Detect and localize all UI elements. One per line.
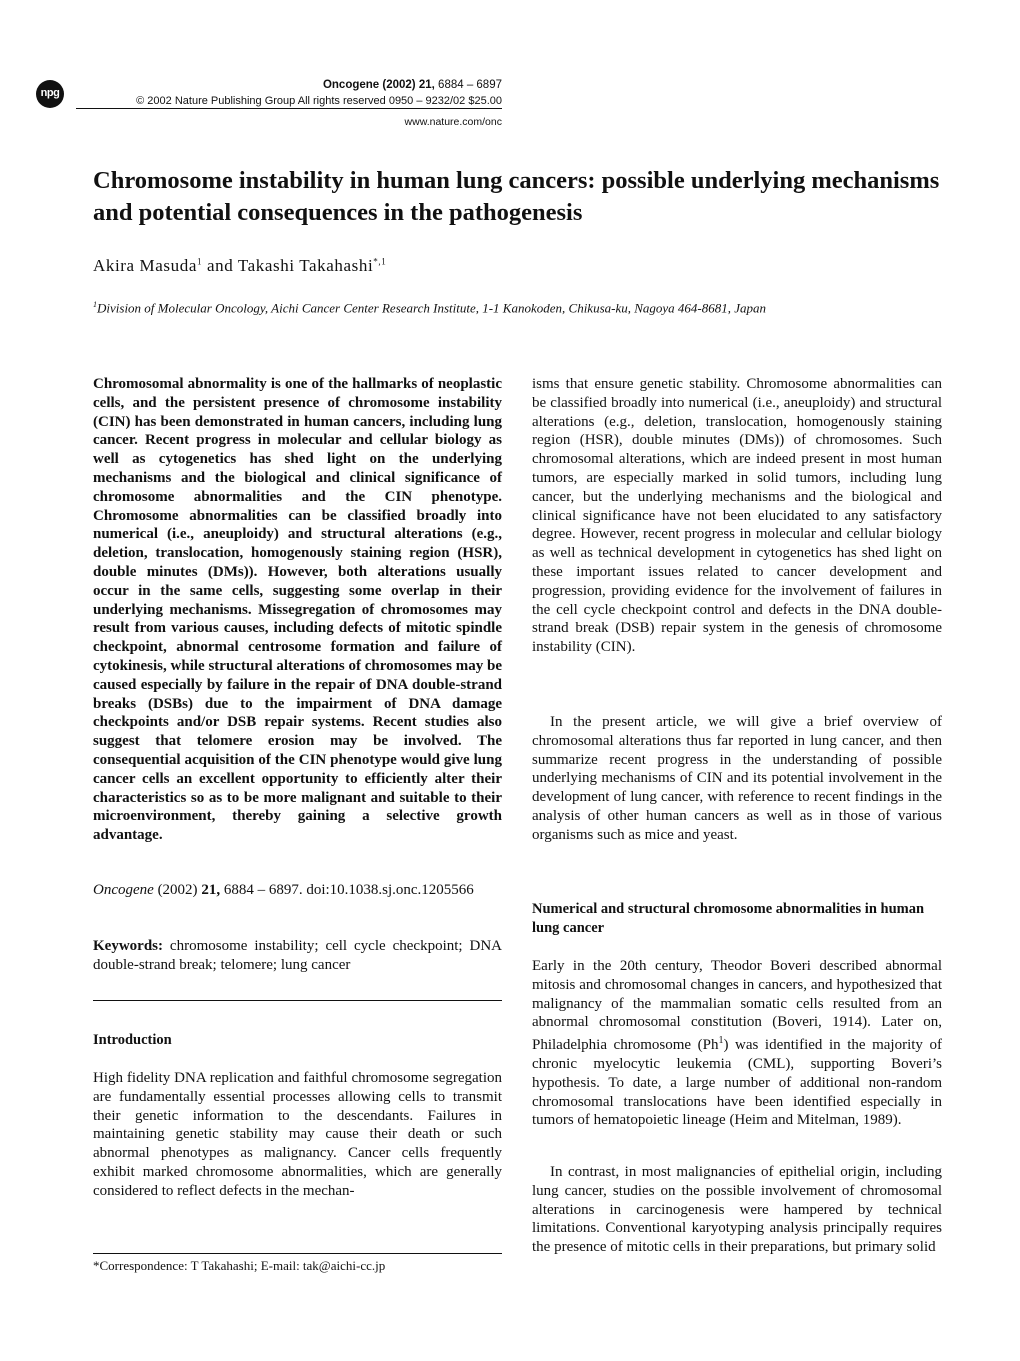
author-name: Takashi Takahashi bbox=[237, 256, 374, 275]
body-paragraph: In the present article, we will give a brief overview of chromosomal alterations thus far reported in lung cancer, and then summarize recent progress in the understanding of possible underlying mechanisms of CIN and its potential involvement in the development of lung cancer, with reference to recent findings in the analysis of other human cancers as well as in those of various organisms such as mice and yeast. bbox=[532, 714, 942, 843]
keywords-label: Keywords: bbox=[93, 938, 163, 954]
article-title: Chromosome instability in human lung cancers: possible underlying mechanisms and potential consequences in the pathogenesis bbox=[93, 167, 940, 226]
abstract-citation bbox=[93, 881, 502, 900]
introduction-paragraph: High fidelity DNA replication and faithful chromosome segregation are fundamentally essential processes allowing cells to transmit their genetic information to the descendants. Failures in maintaining genetic stability may cause their death or such abnormal phenotypes as malignancy. Cancer cells frequently exhibit marked chromosome abnormalities, which are generally considered to reflect defects in the mechan- bbox=[93, 1070, 502, 1199]
correspondence-footnote: *Correspondence: T Takahashi; E-mail: tak@aichi-cc.jp bbox=[93, 1258, 386, 1273]
author-list bbox=[93, 256, 386, 276]
journal-volume: 21, bbox=[418, 79, 435, 91]
footnote-divider bbox=[93, 1253, 502, 1254]
keywords-text: chromosome instability; cell cycle checkpoint; DNA double-strand break; telomere; lung cancer bbox=[93, 938, 502, 973]
affiliation bbox=[93, 300, 953, 316]
author-name: Akira Masuda bbox=[93, 256, 197, 275]
journal-pages: 6884 – 6897 bbox=[438, 79, 502, 91]
abstract: Chromosomal abnormality is one of the hallmarks of neoplastic cells, and the persistent presence of chromosome instability (CIN) has been demonstrated in human cancers, including lung cancer. Recent progress in molecular and cellular biology as well as cytogenetics has shed light on the underlying mechanisms and the biological and clinical significance of chromosome abnormalities and the CIN phenotype. Chromosome abnormalities can be classified broadly into numerical (i.e., aneuploidy) and structural alterations (e.g., deletion, translocation, homogenously staining region (HSR), double minutes (DMs)). However, both alterations usually occur in the same cells, suggesting some overlap in their underlying mechanisms. Missegregation of chromosomes may result from various causes, including defects of mitotic spindle checkpoint, abnormal centrosome formation and failure of cytokinesis, while structural alterations of chromosomes may be caused especially by failure in the repair of DNA double-strand breaks (DSBs) due to the impairment of DNA damage checkpoints and/or DSB repair systems. Recent studies also suggest that telomere erosion may be involved. The consequential acquisition of the CIN phenotype would give lung cancer cells an excellent opportunity to efficiently alter their characteristics so as to be more malignant and suitable to their microenvironment, thereby gaining a selective growth advantage. bbox=[93, 376, 502, 844]
citation-journal: Oncogene bbox=[93, 882, 154, 898]
citation-volume: 21, bbox=[201, 882, 221, 898]
copyright-line: © 2002 Nature Publishing Group All rights reserved 0950 – 9232/02 $25.00 bbox=[136, 95, 502, 107]
journal-name: Oncogene bbox=[322, 79, 380, 91]
journal-citation-header bbox=[323, 79, 502, 91]
paragraph-text: ) was identified in the majority of chronic myelocytic leukemia (CML), supporting Boveri’s hypothesis. To date, a large number of additional non-random chromosomal translocations have been identified especially in tumors of hematopoietic lineage (Heim and Mitelman, 1989). bbox=[532, 1037, 942, 1129]
section-heading-numerical-structural: Numerical and structural chromosome abnormalities in human lung cancer bbox=[532, 901, 925, 936]
journal-year: (2002) bbox=[382, 79, 416, 91]
paragraph-text: Early in the 20th century, Theodor Boveri described abnormal mitosis and chromosomal changes in cancers, and hypothesized that malignancy of the mammalian somatic cells resulted from an abnormal chromosomal constitution (Boveri, 1914). Later on, Philadelphia chromosome (Ph bbox=[532, 958, 942, 1054]
author-separator: and bbox=[202, 256, 238, 275]
author-affiliation-mark: *,1 bbox=[373, 256, 387, 267]
author-affiliation-mark: 1 bbox=[196, 256, 203, 267]
body-paragraph: In contrast, in most malignancies of epithelial origin, including lung cancer, studies on the possible involvement of chromosomal alterations in carcinogenesis were hampered by technical limitations. Conventional karyotyping analysis principally requires the presence of mitotic cells in their preparations, but primary solid bbox=[532, 1164, 942, 1256]
section-heading-introduction: Introduction bbox=[93, 1032, 172, 1048]
journal-url[interactable]: www.nature.com/onc bbox=[404, 116, 502, 128]
header-divider bbox=[76, 108, 502, 109]
superscript: 1 bbox=[718, 1035, 724, 1047]
affiliation-mark: 1 bbox=[93, 300, 97, 309]
body-paragraph bbox=[532, 957, 942, 1130]
publisher-logo bbox=[36, 80, 64, 108]
keywords bbox=[93, 937, 502, 975]
citation-year: (2002) bbox=[153, 882, 202, 898]
citation-pages-doi: 6884 – 6897. doi:10.1038.sj.onc.1205566 bbox=[220, 882, 474, 898]
body-paragraph: isms that ensure genetic stability. Chromosome abnormalities can be classified broadly into numerical (i.e., aneuploidy) and structural alterations (e.g., deletion, translocation, homogenously staining region (HSR), double minutes (DMs)) of chromosomes. Such chromosomal alterations, which are indeed present in most human tumors, are especially marked in solid tumors, including lung cancer, but the underlying mechanisms and the biological and clinical significance have not been elucidated to any satisfactory degree. However, recent progress in molecular and cellular biology as well as technical development in cytogenetics has shed light on these important issues related to cancer development and progression, providing evidence for the involvement of failures in the cell cycle checkpoint control and defects in the DNA double-strand break (DSB) repair system in the genesis of chromosome instability (CIN). bbox=[532, 376, 942, 656]
affiliation-text: Division of Molecular Oncology, Aichi Cancer Center Research Institute, 1-1 Kanokoden, Chikusa-ku, Nagoya 464-8681, Japan bbox=[97, 300, 767, 316]
publisher-logo-text: npg bbox=[40, 87, 60, 99]
section-divider bbox=[93, 1000, 502, 1001]
